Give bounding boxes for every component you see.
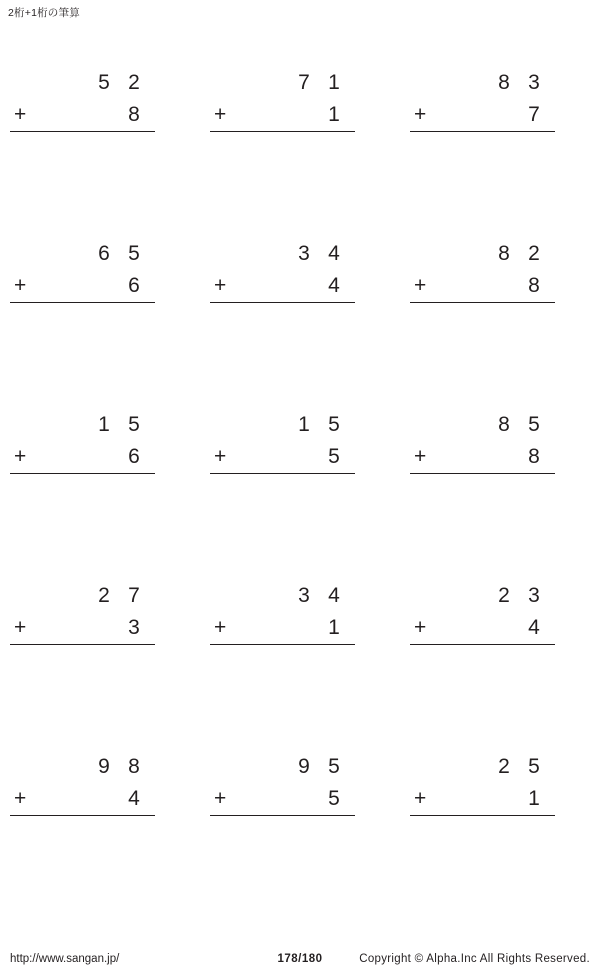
problem — [410, 70, 555, 132]
problem — [410, 241, 555, 303]
problem-top-number — [10, 70, 155, 96]
problem-top-number — [410, 412, 555, 438]
problem-grid — [0, 52, 600, 907]
tens-digit: 9 — [98, 755, 110, 778]
plus-operator: + — [14, 787, 27, 810]
addend-digit: 4 — [528, 616, 540, 639]
problem — [10, 412, 155, 474]
problem-bottom-row — [410, 786, 555, 812]
answer-rule — [210, 473, 355, 474]
addend-digit: 1 — [528, 787, 540, 810]
problem-bottom-row — [410, 102, 555, 128]
problem-bottom-row — [10, 102, 155, 128]
problem-cell — [400, 394, 600, 565]
plus-operator: + — [414, 787, 427, 810]
tens-digit: 2 — [498, 584, 510, 607]
problem-top-number — [210, 412, 355, 438]
problem-top-number — [410, 754, 555, 780]
tens-digit: 3 — [298, 242, 310, 265]
answer-rule — [210, 131, 355, 132]
ones-digit: 5 — [128, 413, 140, 436]
answer-rule — [210, 302, 355, 303]
problem-cell — [0, 223, 200, 394]
plus-operator: + — [14, 445, 27, 468]
plus-operator: + — [414, 103, 427, 126]
problem-cell — [200, 565, 400, 736]
plus-operator: + — [14, 274, 27, 297]
ones-digit: 8 — [128, 755, 140, 778]
answer-rule — [410, 815, 555, 816]
problem-cell — [400, 565, 600, 736]
tens-digit: 2 — [98, 584, 110, 607]
footer-page-number: 178/180 — [277, 953, 323, 965]
ones-digit: 2 — [528, 242, 540, 265]
plus-operator: + — [214, 787, 227, 810]
tens-digit: 1 — [98, 413, 110, 436]
tens-digit: 8 — [498, 71, 510, 94]
tens-digit: 9 — [298, 755, 310, 778]
ones-digit: 7 — [128, 584, 140, 607]
plus-operator: + — [414, 445, 427, 468]
problem-bottom-row — [210, 273, 355, 299]
problem-top-number — [410, 583, 555, 609]
ones-digit: 5 — [128, 242, 140, 265]
problem-cell — [400, 736, 600, 907]
tens-digit: 5 — [98, 71, 110, 94]
addend-digit: 8 — [128, 103, 140, 126]
problem-bottom-row — [410, 615, 555, 641]
tens-digit: 8 — [498, 242, 510, 265]
ones-digit: 5 — [528, 755, 540, 778]
problem-top-number — [10, 583, 155, 609]
problem — [210, 583, 355, 645]
problem — [10, 583, 155, 645]
ones-digit: 2 — [128, 71, 140, 94]
problem-cell — [400, 223, 600, 394]
ones-digit: 3 — [528, 584, 540, 607]
answer-rule — [10, 131, 155, 132]
plus-operator: + — [414, 616, 427, 639]
answer-rule — [10, 302, 155, 303]
ones-digit: 1 — [328, 71, 340, 94]
answer-rule — [410, 473, 555, 474]
problem-cell — [0, 736, 200, 907]
problem-top-number — [410, 70, 555, 96]
plus-operator: + — [14, 103, 27, 126]
answer-rule — [210, 815, 355, 816]
footer-copyright: Copyright © Alpha.Inc All Rights Reserved. — [359, 953, 590, 965]
problem-cell — [200, 394, 400, 565]
problem-cell — [0, 394, 200, 565]
problem — [210, 70, 355, 132]
tens-digit: 3 — [298, 584, 310, 607]
problem-bottom-row — [210, 102, 355, 128]
addend-digit: 4 — [128, 787, 140, 810]
problem — [210, 241, 355, 303]
problem — [210, 412, 355, 474]
plus-operator: + — [414, 274, 427, 297]
problem-bottom-row — [10, 273, 155, 299]
problem-bottom-row — [210, 786, 355, 812]
problem-top-number — [410, 241, 555, 267]
tens-digit: 6 — [98, 242, 110, 265]
ones-digit: 3 — [528, 71, 540, 94]
answer-rule — [10, 473, 155, 474]
problem-bottom-row — [410, 273, 555, 299]
problem-top-number — [10, 754, 155, 780]
addend-digit: 5 — [328, 787, 340, 810]
problem — [10, 70, 155, 132]
problem-bottom-row — [410, 444, 555, 470]
addend-digit: 7 — [528, 103, 540, 126]
plus-operator: + — [214, 103, 227, 126]
problem — [410, 583, 555, 645]
answer-rule — [410, 302, 555, 303]
ones-digit: 5 — [328, 755, 340, 778]
tens-digit: 8 — [498, 413, 510, 436]
problem-cell — [200, 223, 400, 394]
problem-cell — [0, 565, 200, 736]
plus-operator: + — [214, 274, 227, 297]
problem — [410, 754, 555, 816]
problem — [10, 754, 155, 816]
addend-digit: 4 — [328, 274, 340, 297]
ones-digit: 4 — [328, 242, 340, 265]
tens-digit: 1 — [298, 413, 310, 436]
problem-bottom-row — [10, 444, 155, 470]
problem-top-number — [210, 754, 355, 780]
problem-top-number — [210, 583, 355, 609]
problem — [210, 754, 355, 816]
problem-top-number — [10, 412, 155, 438]
ones-digit: 5 — [328, 413, 340, 436]
addend-digit: 5 — [328, 445, 340, 468]
problem — [410, 412, 555, 474]
problem-cell — [400, 52, 600, 223]
ones-digit: 5 — [528, 413, 540, 436]
answer-rule — [10, 644, 155, 645]
answer-rule — [210, 644, 355, 645]
addend-digit: 8 — [528, 274, 540, 297]
tens-digit: 2 — [498, 755, 510, 778]
plus-operator: + — [14, 616, 27, 639]
plus-operator: + — [214, 616, 227, 639]
addend-digit: 8 — [528, 445, 540, 468]
addend-digit: 6 — [128, 445, 140, 468]
plus-operator: + — [214, 445, 227, 468]
problem-bottom-row — [10, 786, 155, 812]
tens-digit: 7 — [298, 71, 310, 94]
problem-bottom-row — [210, 444, 355, 470]
problem-top-number — [10, 241, 155, 267]
answer-rule — [410, 131, 555, 132]
footer-url[interactable]: http://www.sangan.jp/ — [10, 953, 120, 965]
addend-digit: 3 — [128, 616, 140, 639]
problem — [10, 241, 155, 303]
answer-rule — [410, 644, 555, 645]
problem-cell — [200, 52, 400, 223]
problem-cell — [200, 736, 400, 907]
addend-digit: 6 — [128, 274, 140, 297]
addend-digit: 1 — [328, 103, 340, 126]
answer-rule — [10, 815, 155, 816]
problem-bottom-row — [210, 615, 355, 641]
ones-digit: 4 — [328, 584, 340, 607]
problem-cell — [0, 52, 200, 223]
page-title: 2桁+1桁の筆算 — [8, 7, 80, 19]
addend-digit: 1 — [328, 616, 340, 639]
problem-bottom-row — [10, 615, 155, 641]
problem-top-number — [210, 241, 355, 267]
problem-top-number — [210, 70, 355, 96]
